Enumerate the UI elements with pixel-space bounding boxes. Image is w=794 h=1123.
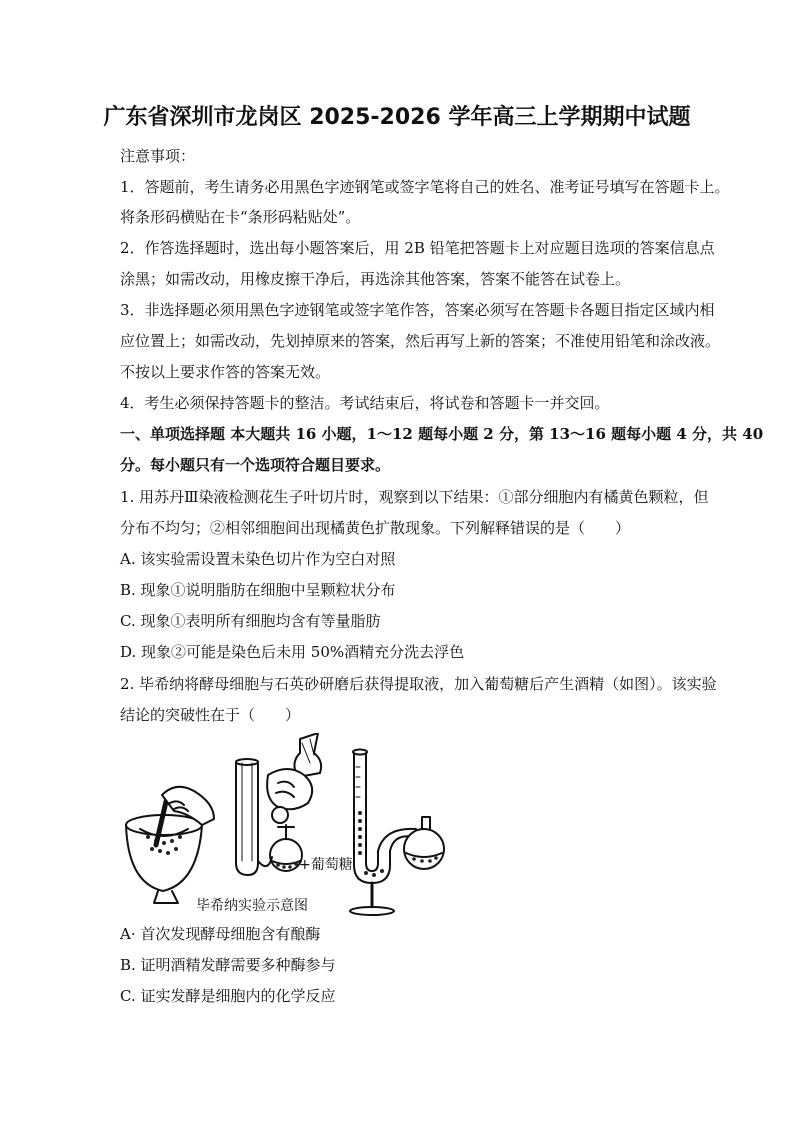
hand-squeezing-bag-icon xyxy=(267,733,321,845)
notice-line: 2．作答选择题时，选出每小题答案后，用 2B 铅笔把答题卡上对应题目选项的答案信息点 xyxy=(120,239,715,257)
figure-caption: 毕希纳实验示意图 xyxy=(196,898,308,914)
question-1-stem: 分布不均匀；②相邻细胞间出现橘黄色扩散现象。下列解释错误的是（ ） xyxy=(120,519,631,537)
notice-line: 1．答题前，考生请务必用黑色字迹钢笔或签字笔将自己的姓名、准考证号填写在答题卡上。 xyxy=(120,178,730,196)
question-1-option-d: D. 现象②可能是染色后未用 50%酒精充分洗去浮色 xyxy=(120,643,465,661)
question-1-option-c: C. 现象①表明所有细胞均含有等量脂肪 xyxy=(120,612,381,630)
question-1-option-b: B. 现象①说明脂肪在细胞中呈颗粒状分布 xyxy=(120,581,396,599)
question-1-option-a: A. 该实验需设置未染色切片作为空白对照 xyxy=(120,550,396,568)
section-heading: 一、单项选择题 本大题共 16 小题，1～12 题每小题 2 分，第 13～16 题每小题 4 分，共 40 xyxy=(120,425,764,443)
mortar-and-pestle-icon xyxy=(126,787,214,903)
glucose-label: +葡萄糖 xyxy=(299,857,353,873)
notice-heading: 注意事项： xyxy=(120,147,196,165)
notice-line: 不按以上要求作答的答案无效。 xyxy=(120,363,331,381)
u-tube-apparatus-icon xyxy=(350,750,444,916)
notice-line: 3．非选择题必须用黑色字迹钢笔或签字笔作答，答案必须写在答题卡各题目指定区域内相 xyxy=(120,301,715,319)
question-2-option-a: A· 首次发现酵母细胞含有酿酶 xyxy=(120,925,321,943)
question-2-stem: 2. 毕希纳将酵母细胞与石英砂研磨后获得提取液，加入葡萄糖后产生酒精（如图）。该实验 xyxy=(120,675,717,693)
question-2-option-b: B. 证明酒精发酵需要多种酶参与 xyxy=(120,956,336,974)
question-1-stem: 1. 用苏丹Ⅲ染液检测花生子叶切片时，观察到以下结果：①部分细胞内有橘黄色颗粒，但 xyxy=(120,488,709,506)
notice-line: 涂黑；如需改动，用橡皮擦干净后，再选涂其他答案，答案不能答在试卷上。 xyxy=(120,270,631,288)
notice-line: 将条形码横贴在卡“条形码粘贴处”。 xyxy=(120,208,361,226)
question-2-option-c: C. 证实发酵是细胞内的化学反应 xyxy=(120,987,336,1005)
notice-line: 应位置上；如需改动，先划掉原来的答案，然后再写上新的答案；不准使用铅笔和涂改液。 xyxy=(120,332,721,350)
page-title: 广东省深圳市龙岗区 2025-2026 学年高三上学期期中试题 xyxy=(103,105,691,130)
flask-icon xyxy=(258,839,302,871)
section-heading: 分。每小题只有一个选项符合题目要求。 xyxy=(120,456,391,474)
question-2-stem: 结论的突破性在于（ ） xyxy=(120,706,301,724)
buchner-experiment-illustration xyxy=(118,733,448,918)
notice-line: 4．考生必须保持答题卡的整洁。考试结束后，将试卷和答题卡一并交回。 xyxy=(120,394,610,412)
fermentation-tube-icon xyxy=(236,759,258,875)
